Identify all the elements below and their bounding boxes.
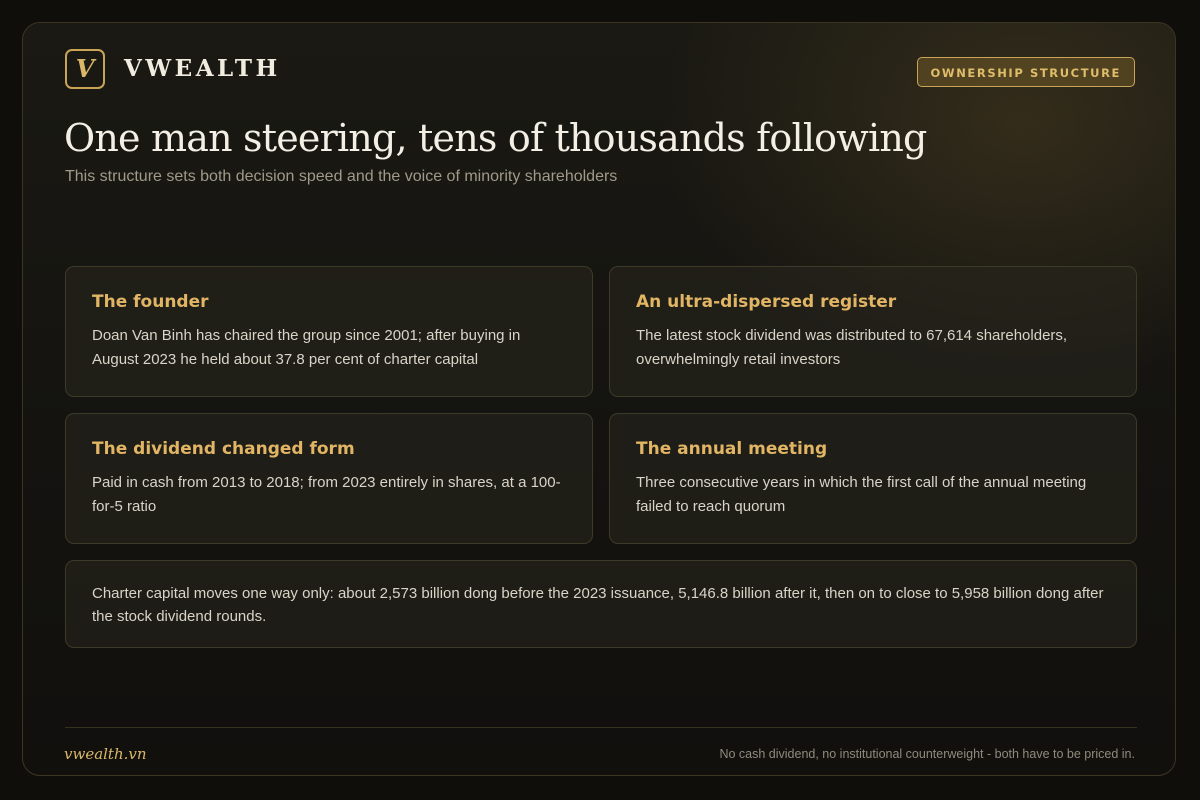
footer-divider (65, 727, 1137, 728)
footer-note: No cash dividend, no institutional counterweight - both have to be priced in. (719, 747, 1135, 761)
card-body: Doan Van Binh has chaired the group since 2001; after buying in August 2023 he held about 37.8 per cent of charter capital (92, 327, 521, 368)
card-title: An ultra-dispersed register (636, 292, 897, 312)
card-body: Paid in cash from 2013 to 2018; from 2023 entirely in shares, at a 100-for-5 ratio (92, 474, 561, 515)
card-title: The dividend changed form (92, 439, 355, 459)
card-charter-capital: Charter capital moves one way only: about 2,573 billion dong before the 2023 issuance, 5,146.8 billion after it, then on to close to 5,958 billion dong after the stock dividend rounds. (65, 560, 1137, 648)
page-title: One man steering, tens of thousands following (64, 116, 927, 160)
slide-frame (22, 22, 1176, 776)
card-register (609, 266, 1137, 397)
card-founder (65, 266, 593, 397)
card-annual-meeting (609, 413, 1137, 544)
page-subtitle: This structure sets both decision speed and the voice of minority shareholders (65, 168, 618, 185)
card-dividend (65, 413, 593, 544)
section-badge: OWNERSHIP STRUCTURE (917, 57, 1135, 87)
logo-mark: V (65, 49, 105, 89)
card-body: The latest stock dividend was distributed to 67,614 shareholders, overwhelmingly retail investors (636, 327, 1068, 368)
footer-url: vwealth.vn (64, 745, 147, 763)
card-title: The annual meeting (636, 439, 828, 459)
brand-name: VWEALTH (124, 55, 281, 82)
card-title: The founder (92, 292, 209, 312)
card-body: Three consecutive years in which the first call of the annual meeting failed to reach quorum (636, 474, 1087, 515)
